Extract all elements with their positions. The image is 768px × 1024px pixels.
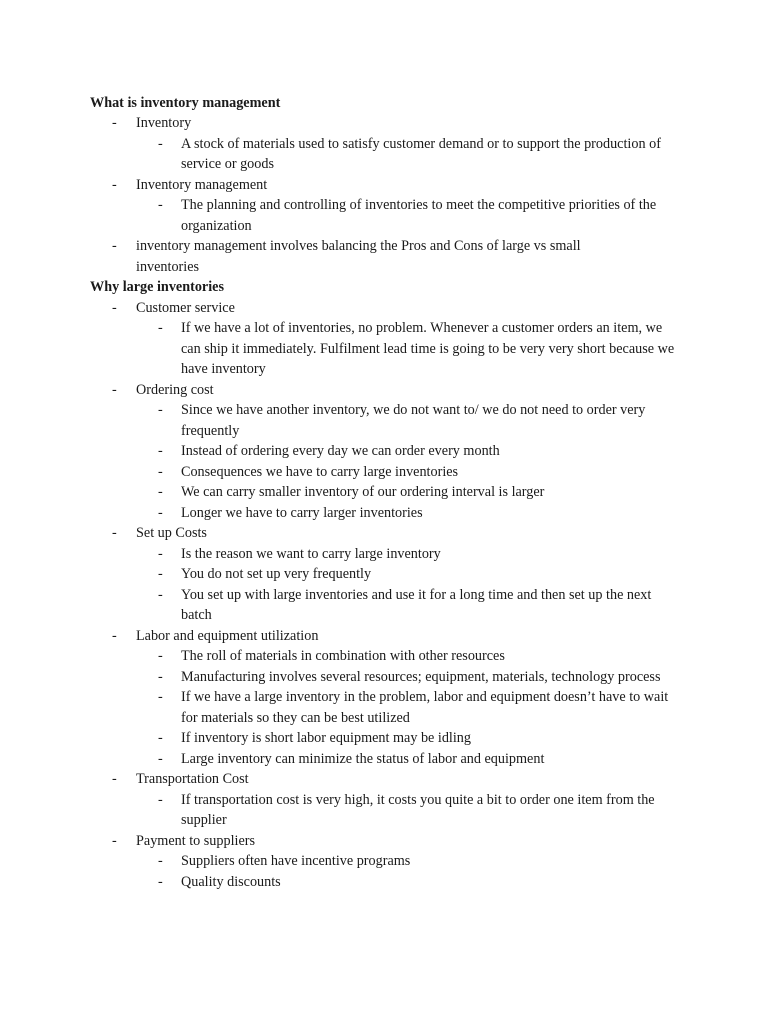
list-item-text: Transportation Cost [136,771,249,787]
sub-bullet-list [90,851,690,892]
list-item [90,626,690,647]
sub-bullet-list [90,318,690,380]
dash-bullet: - [158,402,163,418]
list-item-text: inventory management involves balancing the Pros and Cons of large vs small inventories [136,238,581,275]
sub-list-item [90,790,690,831]
dash-bullet: - [158,484,163,500]
sub-list-item [90,728,690,749]
list-item-text: Inventory [136,115,192,131]
document-body [90,93,690,893]
list-item-text: Ordering cost [136,381,214,398]
dash-bullet: - [158,586,163,603]
sub-list-item-text: If we have a lot of inventories, no problem. Whenever a customer orders an item, we can ship it immediately. Fulfilment lead time is going to be very very short because we have inventory [181,320,675,377]
sub-list-item-text: Manufacturing involves several resources; equipment, materials, technology process [181,668,661,685]
sub-list-item [90,749,690,770]
sub-list-item-text: Is the reason we want to carry large inventory [181,545,441,562]
dash-bullet: - [112,381,117,398]
dash-bullet: - [112,176,117,193]
sub-list-item-text: If we have a large inventory in the problem, labor and equipment doesn’t have to wait for materials so they can be best utilized [181,689,669,726]
list-item [90,298,690,319]
sub-list-item-text: Consequences we have to carry large inventories [181,463,459,480]
list-item-text: Labor and equipment utilization [136,627,319,644]
sub-list-item [90,441,690,462]
dash-bullet: - [158,443,163,459]
sub-list-item-text: You do not set up very frequently [181,566,372,582]
sub-list-item [90,134,690,175]
dash-bullet: - [158,504,163,521]
sub-list-item [90,318,690,380]
list-item [90,175,690,196]
sub-list-item-text: Longer we have to carry larger inventories [181,504,423,521]
sub-list-item [90,687,690,728]
sub-list-item-text: If inventory is short labor equipment may be idling [181,730,471,746]
dash-bullet: - [158,791,163,808]
sub-list-item [90,195,690,236]
dash-bullet: - [158,730,163,746]
dash-bullet: - [112,525,117,541]
dash-bullet: - [158,320,163,336]
sub-list-item-text: Since we have another inventory, we do not want to/ we do not need to order very frequently [181,402,646,439]
dash-bullet: - [112,238,117,254]
dash-bullet: - [158,689,163,705]
sub-bullet-list [90,790,690,831]
sub-list-item [90,872,690,893]
list-item [90,831,690,852]
dash-bullet: - [112,299,117,316]
sub-list-item [90,646,690,667]
sub-list-item-text: Large inventory can minimize the status of labor and equipment [181,750,545,767]
bullet-list [90,298,690,893]
dash-bullet: - [158,873,163,890]
list-item [90,523,690,544]
dash-bullet: - [158,566,163,582]
sub-list-item-text: The roll of materials in combination with other resources [181,648,505,664]
sub-list-item-text: The planning and controlling of inventories to meet the competitive priorities of the organization [181,197,657,234]
dash-bullet: - [158,648,163,664]
sub-bullet-list [90,646,690,769]
sub-list-item [90,851,690,872]
dash-bullet: - [158,750,163,767]
dash-bullet: - [112,771,117,787]
dash-bullet: - [112,115,117,131]
sub-list-item [90,482,690,503]
sub-list-item [90,667,690,688]
dash-bullet: - [112,627,117,644]
dash-bullet: - [158,463,163,480]
sub-list-item [90,544,690,565]
list-item-text: Set up Costs [136,525,207,541]
sub-bullet-list [90,195,690,236]
dash-bullet: - [158,668,163,685]
sub-list-item [90,400,690,441]
sub-list-item [90,462,690,483]
sub-bullet-list [90,400,690,523]
list-item-text: Inventory management [136,176,268,193]
dash-bullet: - [158,197,163,213]
sub-list-item [90,585,690,626]
dash-bullet: - [112,832,117,849]
bullet-list [90,113,690,277]
sub-bullet-list [90,544,690,626]
section-heading: What is inventory management [90,94,281,111]
dash-bullet: - [158,135,163,152]
list-item [90,113,690,134]
sub-list-item-text: Suppliers often have incentive programs [181,853,411,869]
sub-list-item [90,564,690,585]
list-item [90,769,690,790]
sub-list-item-text: If transportation cost is very high, it costs you quite a bit to order one item from the supplier [181,791,655,828]
sub-list-item [90,503,690,524]
list-item [90,380,690,401]
list-item-text: Customer service [136,299,235,316]
dash-bullet: - [158,545,163,562]
dash-bullet: - [158,853,163,869]
list-item [90,236,690,277]
list-item-text: Payment to suppliers [136,832,256,849]
sub-bullet-list [90,134,690,175]
sub-list-item-text: Instead of ordering every day we can order every month [181,443,500,459]
sub-list-item-text: A stock of materials used to satisfy customer demand or to support the production of service or goods [181,135,661,172]
sub-list-item-text: You set up with large inventories and use it for a long time and then set up the next batch [181,586,652,623]
sub-list-item-text: We can carry smaller inventory of our ordering interval is larger [181,484,545,500]
section-heading: Why large inventories [90,279,224,295]
sub-list-item-text: Quality discounts [181,873,281,890]
